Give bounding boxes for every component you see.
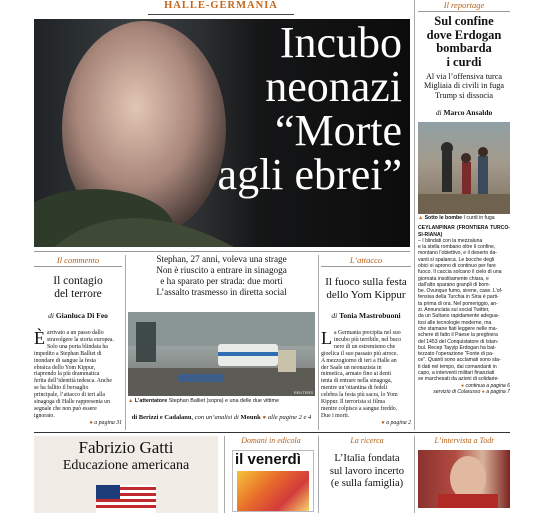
service-marker: ● <box>481 388 485 395</box>
reportage-byline <box>418 108 510 117</box>
body-line: Solo una porta blindata ha <box>47 343 108 350</box>
reportage-headline-line: bombarda <box>436 41 492 55</box>
reportage-kicker: Il reportage <box>418 0 510 12</box>
lead-deck <box>128 254 315 298</box>
gatti-name: Fabrizio Gatti <box>78 438 174 457</box>
commento-headline <box>34 275 122 301</box>
body-line: nero di un estremismo che <box>334 343 396 350</box>
reportage-service[interactable] <box>418 389 510 395</box>
attacco-byline <box>321 311 411 320</box>
street-photo <box>128 312 315 396</box>
body-line: impedito a Stephan Balliet di <box>34 350 102 357</box>
body-line: da un Sultano rapidamente adegua- <box>418 313 500 320</box>
caption-text: I curdi in fuga <box>463 215 495 222</box>
reportage-photo-caption <box>418 215 510 222</box>
reportage-photo <box>418 122 510 214</box>
reportage-dateline: CEYLANPINAR (FRONTIERA TURCO-SI-RIANA) <box>418 225 510 238</box>
body-line: mentre un’ottantina di fedeli <box>321 385 388 392</box>
body-line: arrivato a un passo dallo <box>47 330 104 336</box>
caption-marker: ▲ <box>128 398 134 404</box>
page-ref-marker: ● <box>262 414 267 421</box>
page-ref[interactable]: alle pagine 2 e 4 <box>267 414 312 421</box>
section-divider <box>34 251 410 252</box>
refugees-illustration <box>418 122 510 214</box>
byline-name: Gianluca Di Feo <box>55 311 108 320</box>
gatti-box[interactable] <box>34 436 218 513</box>
byline-prefix: di <box>48 311 54 320</box>
body-line: gioelica il suo passato più atroce. <box>321 350 398 357</box>
lead-headline-line: “Morte <box>274 106 402 155</box>
continue-marker: ● <box>89 419 93 426</box>
attacco-headline-line: Il fuoco sulla festa <box>325 276 407 288</box>
lead-headline-line: Incubo <box>279 19 402 67</box>
body-line: ta prima di ora. Nel pomeriggio, an- <box>418 300 498 307</box>
body-line: segnale che non può essere <box>34 405 97 412</box>
byline-tail: , con un’analisi di <box>191 414 239 421</box>
ricerca-headline <box>321 453 413 491</box>
body-line: montano l’obiettivo, e il deserto da- <box>418 250 497 257</box>
book-flag-icon <box>96 485 156 513</box>
continue-text: continua a pagina 6 <box>465 382 510 389</box>
body-line: tezzato l’operazione “Fonte di pa- <box>418 351 494 358</box>
lead-byline <box>128 414 315 421</box>
continue-marker: ● <box>461 382 465 389</box>
reportage-deck-line: Al via l’offensiva turca <box>425 72 502 81</box>
lead-deck-line: Non è riuscito a entrare in sinagoga <box>156 265 287 275</box>
commento-headline-line: Il contagio <box>53 275 103 287</box>
ricerca-headline-line: sul lavoro incerto <box>329 465 405 477</box>
ricerca-kicker: La ricerca <box>350 436 384 445</box>
commento-column <box>34 255 122 427</box>
body-line: dall’alto sparano granpli di bom- <box>418 281 491 288</box>
reportage-headline-line: Sul confine <box>434 14 494 28</box>
edicola-box[interactable] <box>228 436 314 513</box>
body-line: capo, a interventi militari finanziati <box>418 370 495 377</box>
byline-name: Tonia Mastrobuoni <box>339 311 401 320</box>
reportage-deck-line: Migliaia di civili in fuga <box>423 81 505 91</box>
body-line: ce”. Quanti sono acclamati sono sta- <box>418 357 501 364</box>
todt-kicker: L’intervista a Todt <box>434 436 494 445</box>
service-text: servizio di Colarusso <box>433 388 481 395</box>
continue-text: a pagina 31 <box>94 419 122 426</box>
column-divider <box>224 436 225 513</box>
section-label: HALLE-GERMANIA <box>164 0 278 11</box>
drop-cap: È <box>34 328 45 348</box>
ricerca-headline-line: L’Italia fondata <box>334 453 400 464</box>
body-line: mentre colpisce a sangue freddo. <box>321 405 398 412</box>
byline-names: di Berizzi e Cadalanu <box>131 414 192 421</box>
body-line: stravolgere la storia europea. <box>47 336 114 343</box>
reportage-headline-line: i curdi <box>446 54 482 69</box>
section-label-bar <box>148 0 294 15</box>
body-line: fuoco. Il caccia solcano il cielo di una <box>418 269 502 276</box>
body-line: ignorato. <box>34 412 55 419</box>
body-line: A mezzogiorno di ieri a Halle an <box>321 357 397 364</box>
column-divider <box>414 0 415 430</box>
byline-prefix: di <box>435 108 442 118</box>
column-divider <box>318 255 319 430</box>
drop-cap: L <box>321 328 332 348</box>
attacco-continue[interactable] <box>321 420 411 427</box>
reportage-body <box>418 225 510 395</box>
body-line: tosi alle tecnologie moderne, ma <box>418 319 492 326</box>
body-line: schere di fatto il Paese la preghiera <box>418 332 498 339</box>
attacco-headline <box>321 276 411 301</box>
caption-label: Sotto le bombe <box>424 215 463 222</box>
portrait-illustration <box>418 450 510 508</box>
continue-text: a pagina 2 <box>386 419 411 426</box>
attacco-column <box>321 255 411 427</box>
todt-box[interactable] <box>418 436 510 513</box>
body-line: obici si aprono di continuo per fare <box>418 263 496 269</box>
body-line: bul. Recep Tayyip Erdogan ha bat- <box>418 344 497 351</box>
body-line: fensiva della Turchia in Siria è parti- <box>418 294 499 301</box>
body-line: giornata insolitamente chiara, e <box>418 275 489 282</box>
lead-photo <box>34 19 410 247</box>
reportage-headline-line: dove Erdogan <box>426 27 502 42</box>
cover-art <box>237 471 309 511</box>
lead-deck-line: e ha sparato per strada: due morti <box>160 276 283 286</box>
body-line: del 1453 del Conquistatore di Istan- <box>418 338 499 345</box>
gatti-title: Educazione americana <box>62 458 190 473</box>
lead-headline-line: agli ebrei” <box>217 150 402 199</box>
caption-label: L’attentatore <box>134 398 168 404</box>
body-line: mimetica, armato fino ai denti <box>321 371 392 378</box>
byline-prefix: di <box>331 311 338 320</box>
body-line: principale, l’attacco di ieri alla <box>34 392 105 399</box>
reportage-deck <box>418 72 510 100</box>
body-line: celebra la festa più sacra, lo Yom <box>321 392 398 399</box>
body-line: sinagoga di Halle rappresenta un <box>34 399 110 406</box>
commento-byline <box>34 311 122 320</box>
attacco-kicker: L’attacco <box>321 255 411 267</box>
ricerca-headline-line: (e sulla famiglia) <box>330 478 404 490</box>
byline-extra: Mounk <box>240 414 261 421</box>
body-line: inondare di sangue la festa <box>34 357 96 364</box>
body-line: der Saale un neonazista in <box>321 364 382 371</box>
body-line: se marchesati da azioni di solidarie- <box>418 376 499 383</box>
lead-deck-line: Stephan, 27 anni, voleva una strage <box>156 254 287 264</box>
continue-marker: ● <box>381 419 385 426</box>
commento-kicker: Il commento <box>34 255 122 267</box>
body-line: tenta di entrare nella sinagoga, <box>321 378 392 385</box>
ricerca-box[interactable] <box>321 436 413 513</box>
photo-credit: REUTERS <box>293 390 313 395</box>
edicola-kicker: Domani in edicola <box>241 436 301 445</box>
reportage-column <box>418 0 510 395</box>
column-divider <box>318 436 319 513</box>
commento-body <box>34 330 122 427</box>
commento-headline-line: del terrore <box>54 288 102 300</box>
commento-continue[interactable] <box>34 420 122 427</box>
street-scene-illustration <box>128 312 315 396</box>
body-line: e la stella rombano oltre il confine, <box>418 244 496 251</box>
byline-name: Marco Ansaldo <box>443 108 493 118</box>
service-page: a pagina 7 <box>486 388 510 395</box>
caption-text: Stephan Balliet (sopra) e una delle due vittime <box>168 398 279 404</box>
caption-marker: ▲ <box>418 215 424 222</box>
body-line: a Germania precipita nel suo <box>334 330 401 336</box>
street-photo-caption <box>128 398 315 405</box>
body-line: be. Ovunque fumo, sirene, case. L’of- <box>418 288 503 295</box>
bottom-divider <box>34 432 510 433</box>
body-line: ferita dell’identità tedesca. Anche <box>34 378 112 385</box>
body-line: se ha fallito il bersaglio <box>34 385 89 392</box>
attacco-headline-line: dello Yom Kippur <box>326 288 406 301</box>
body-line: Kippur. Il terrorista si filma <box>321 399 385 406</box>
body-line: incubo più terribile, nel buco <box>334 336 402 343</box>
lead-headline <box>172 21 402 197</box>
column-divider <box>125 255 126 430</box>
lead-headline-line: neonazi <box>265 62 402 111</box>
body-line: ti dati nel tempo, dai comandanti in <box>418 363 497 370</box>
reportage-headline <box>418 15 510 69</box>
body-line: riaprendo la più drammatica <box>34 371 100 378</box>
body-line: Due i morti. <box>321 412 350 419</box>
body-line: che stamane fiati leggere nelle ma- <box>418 325 498 332</box>
body-line: vanti si spalanca. Le bocche degli <box>418 256 495 263</box>
body-line: zi. Annunciata sui social Twitter, <box>418 307 490 314</box>
todt-photo <box>418 450 510 508</box>
body-line: – I blindati con la mezzaluna <box>418 237 483 244</box>
body-line: ebraica dello Yom Kippur, <box>34 364 96 371</box>
venerdi-cover <box>232 450 314 512</box>
attacco-body <box>321 330 411 427</box>
venerdi-title: il venerdì <box>235 451 301 468</box>
reportage-deck-line: Trump si dissocia <box>435 90 493 100</box>
lead-deck-line: L’assalto trasmesso in diretta social <box>156 287 287 297</box>
column-divider <box>414 436 415 513</box>
